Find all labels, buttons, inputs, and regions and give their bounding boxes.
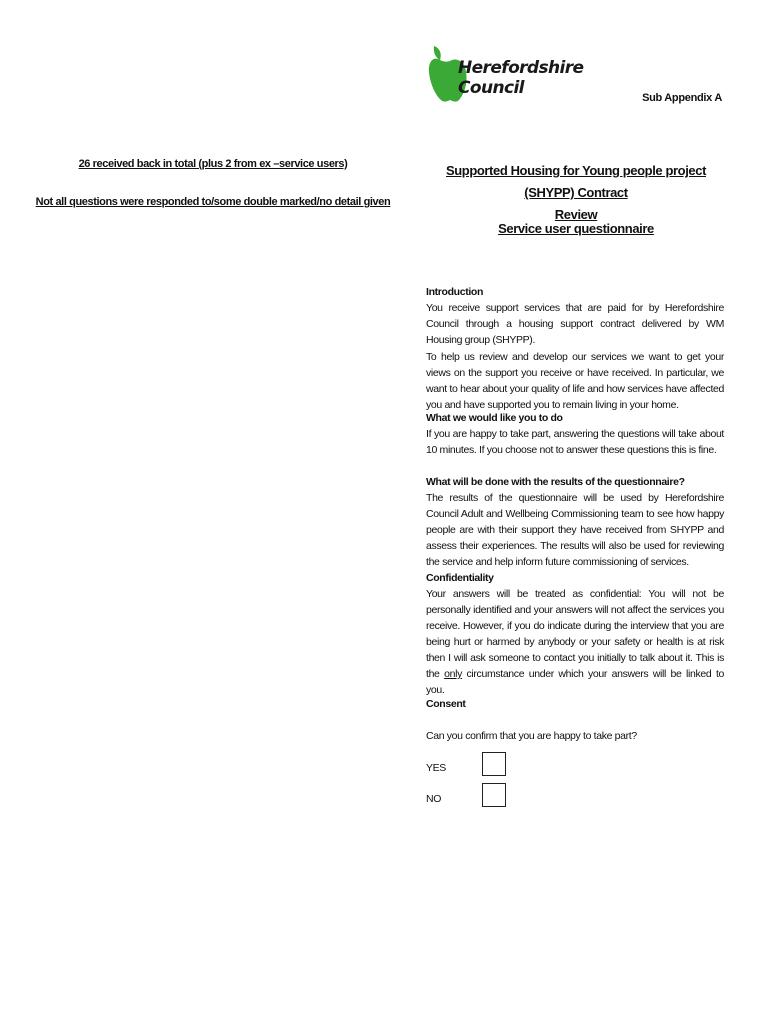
apple-leaf-icon bbox=[434, 46, 441, 60]
document-subtitle: Service user questionnaire bbox=[498, 221, 654, 236]
results-paragraph: The results of the questionnaire will be used by Herefordshire Council Adult and Wellbeing Commissioning team to see how happy people are with their support they have received from SHYPP and assess their experiences. The results will also be used for reviewing the service and help inform future commissioning of services. bbox=[426, 492, 724, 568]
instructions-heading: What we would like you to do bbox=[426, 412, 563, 424]
received-note: 26 received back in total (plus 2 from ex –service users) bbox=[78, 158, 348, 170]
confidentiality-only-word: only bbox=[444, 668, 462, 680]
introduction-heading: Introduction bbox=[426, 286, 484, 298]
consent-question: Can you confirm that you are happy to take part? bbox=[426, 730, 637, 742]
logo-text bbox=[458, 58, 583, 98]
title-line-1: Supported Housing for Young people project (SHYPP) Contract bbox=[445, 163, 707, 200]
confidentiality-paragraph bbox=[426, 586, 724, 698]
logo-line-1: Herefordshire bbox=[458, 58, 584, 78]
confidentiality-text-a: Your answers will be treated as confidential: You will not be personally identified and your answers will not affect the services you receive. However, if you do indicate during the interview that you are being hurt or harmed by anybody or your safety or health is at risk then I will ask someone to contact you initially to talk about it. This is the bbox=[426, 588, 724, 680]
confidentiality-section bbox=[426, 570, 724, 698]
sub-appendix-label: Sub Appendix A bbox=[642, 92, 722, 104]
introduction-paragraph-2: To help us review and develop our services we want to get your views on the support you receive or have received. In particular, we want to hear about your quality of life and how services have affected you and have supported you to remain living in your home. bbox=[426, 351, 724, 411]
results-heading: What will be done with the results of the questionnaire? bbox=[426, 476, 685, 488]
logo-line-2: Council bbox=[458, 78, 524, 98]
instructions-paragraph: If you are happy to take part, answering the questions will take about 10 minutes. If you choose not to answer these questions this is fine. bbox=[426, 428, 724, 456]
yes-checkbox[interactable] bbox=[482, 752, 506, 776]
document-title bbox=[426, 160, 726, 226]
no-checkbox[interactable] bbox=[482, 783, 506, 807]
introduction-section bbox=[426, 284, 724, 348]
confidentiality-text-b: circumstance under which your answers will be linked to you. bbox=[426, 668, 724, 696]
consent-heading: Consent bbox=[426, 698, 466, 710]
confidentiality-heading: Confidentiality bbox=[426, 572, 494, 584]
results-section bbox=[426, 474, 724, 570]
yes-label: YES bbox=[426, 762, 446, 774]
instructions-section bbox=[426, 410, 724, 458]
introduction-paragraph-1: You receive support services that are paid for by Herefordshire Council through a housing support contract delivered by WM Housing group (SHYPP). bbox=[426, 302, 724, 346]
responses-note: Not all questions were responded to/some double marked/no detail given bbox=[35, 196, 391, 208]
title-line-2: Review bbox=[554, 207, 598, 222]
no-label: NO bbox=[426, 793, 442, 805]
